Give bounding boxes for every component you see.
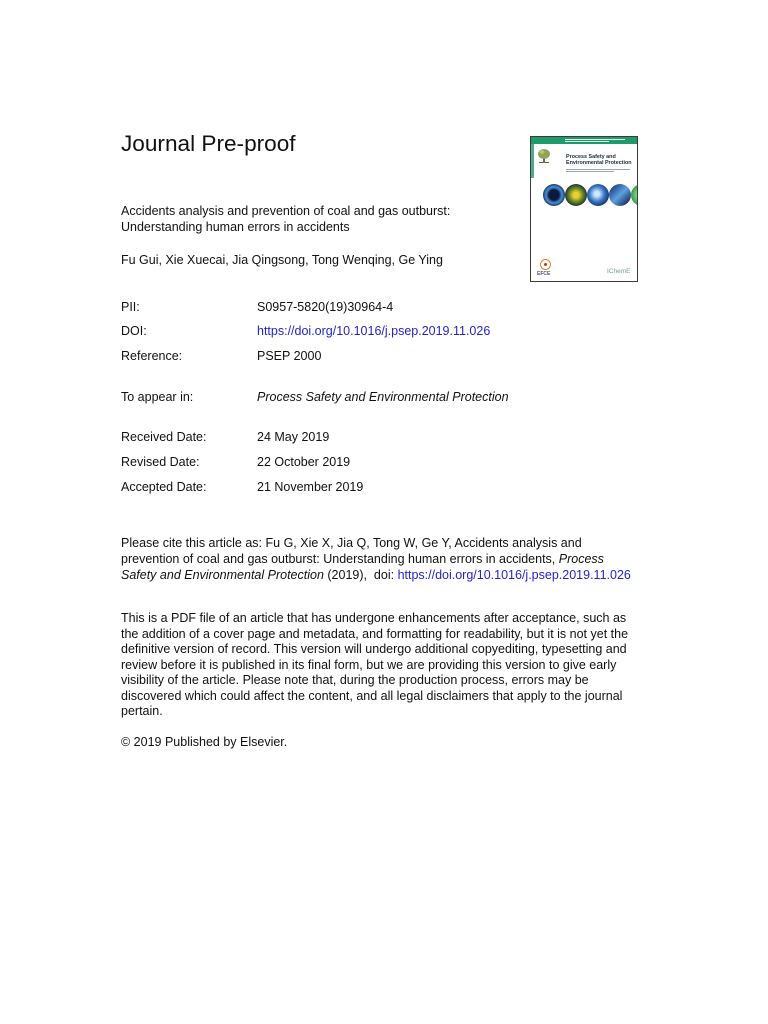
citation-line	[121, 535, 631, 551]
cover-image-circle	[543, 184, 565, 206]
cover-image-circle	[587, 184, 609, 206]
meta-row-pii	[121, 299, 641, 315]
journal-pre-proof-heading: Journal Pre-proof	[121, 131, 296, 156]
article-title	[121, 203, 450, 235]
efce-emblem-dot	[544, 263, 547, 266]
journal-cover-thumbnail	[530, 136, 638, 282]
citation-doi-link[interactable]: https://doi.org/10.1016/j.psep.2019.11.026	[397, 568, 631, 582]
copyright-notice: © 2019 Published by Elsevier.	[121, 735, 288, 749]
citation-text: (2019), doi:	[323, 568, 398, 582]
cover-title-line: Environmental Protection	[566, 160, 632, 167]
citation-journal-italic: Safety and Environmental Protection	[121, 568, 324, 582]
disclaimer-line: definitive version of record. This version will undergo additional copyediting, typesetting and	[121, 642, 627, 656]
disclaimer-paragraph	[121, 611, 628, 720]
doi-link[interactable]: https://doi.org/10.1016/j.psep.2019.11.026	[257, 324, 491, 338]
meta-row-revised-date	[121, 454, 641, 470]
disclaimer-line: discovered which could affect the content, and all legal disclaimers that apply to the journal	[121, 688, 623, 703]
citation-journal-italic: Process	[558, 552, 604, 566]
tree-highlight	[540, 150, 545, 154]
cover-logo-efce: EFCE	[537, 271, 551, 277]
meta-value: PSEP 2000	[257, 349, 322, 363]
cover-band-text-line	[565, 139, 625, 140]
cover-image-circle	[565, 184, 587, 206]
disclaimer-line: review before it is published in its final form, but we are providing this version to give early	[121, 657, 617, 672]
disclaimer-line: pertain.	[121, 704, 163, 718]
tree-canopy	[538, 149, 550, 159]
meta-row-doi	[121, 323, 641, 339]
meta-row-accepted-date	[121, 479, 641, 495]
meta-label: Received Date:	[121, 430, 207, 444]
disclaimer-line: the addition of a cover page and metadata, and formatting for readability, but it is not yet the	[121, 626, 629, 641]
meta-label: DOI:	[121, 324, 147, 338]
meta-value: 24 May 2019	[257, 430, 330, 444]
cover-title-line: Process Safety and	[566, 154, 616, 160]
meta-value: S0957-5820(19)30964-4	[257, 300, 394, 314]
cover-band-text-line	[565, 141, 609, 142]
citation-text: Please cite this article as: Fu G, Xie X, Jia Q, Tong W, Ge Y, Accidents analysis and	[121, 536, 582, 550]
article-title-line: Accidents analysis and prevention of coal and gas outburst:	[121, 204, 451, 218]
journal-name: Process Safety and Environmental Protection	[257, 390, 509, 404]
tree-ground	[539, 162, 549, 163]
meta-label: Revised Date:	[121, 455, 200, 469]
cover-side-stripe	[531, 144, 534, 178]
meta-value: 22 October 2019	[257, 455, 351, 469]
meta-label: Accepted Date:	[121, 480, 207, 494]
citation-line	[121, 551, 631, 567]
author-list: Fu Gui, Xie Xuecai, Jia Qingsong, Tong Wenqing, Ge Ying	[121, 253, 443, 267]
cover-top-band	[531, 137, 637, 144]
citation-paragraph	[121, 535, 631, 583]
disclaimer-line: This is a PDF file of an article that has undergone enhancements after acceptance, such as	[121, 611, 627, 625]
cover-subtitle-line	[566, 171, 614, 172]
meta-value: 21 November 2019	[257, 480, 364, 494]
elsevier-tree-icon	[537, 147, 551, 163]
cover-logo-icheme: IChemE	[607, 268, 631, 275]
meta-label: To appear in:	[121, 390, 194, 404]
cover-subtitle-line	[566, 169, 630, 170]
meta-row-to-appear-in	[121, 389, 641, 405]
meta-label: PII:	[121, 300, 140, 314]
cover-image-circle	[631, 184, 638, 206]
cover-image-circle	[609, 184, 631, 206]
article-title-line: Understanding human errors in accidents	[121, 220, 350, 234]
disclaimer-line: visibility of the article. Please note that, during the production process, errors may be	[121, 673, 589, 687]
meta-row-reference	[121, 348, 641, 364]
meta-row-received-date	[121, 429, 641, 445]
meta-label: Reference:	[121, 349, 183, 363]
citation-text: prevention of coal and gas outburst: Understanding human errors in accidents,	[121, 552, 559, 566]
efce-emblem-icon	[540, 259, 551, 270]
cover-journal-title	[566, 154, 632, 167]
citation-line	[121, 567, 631, 583]
